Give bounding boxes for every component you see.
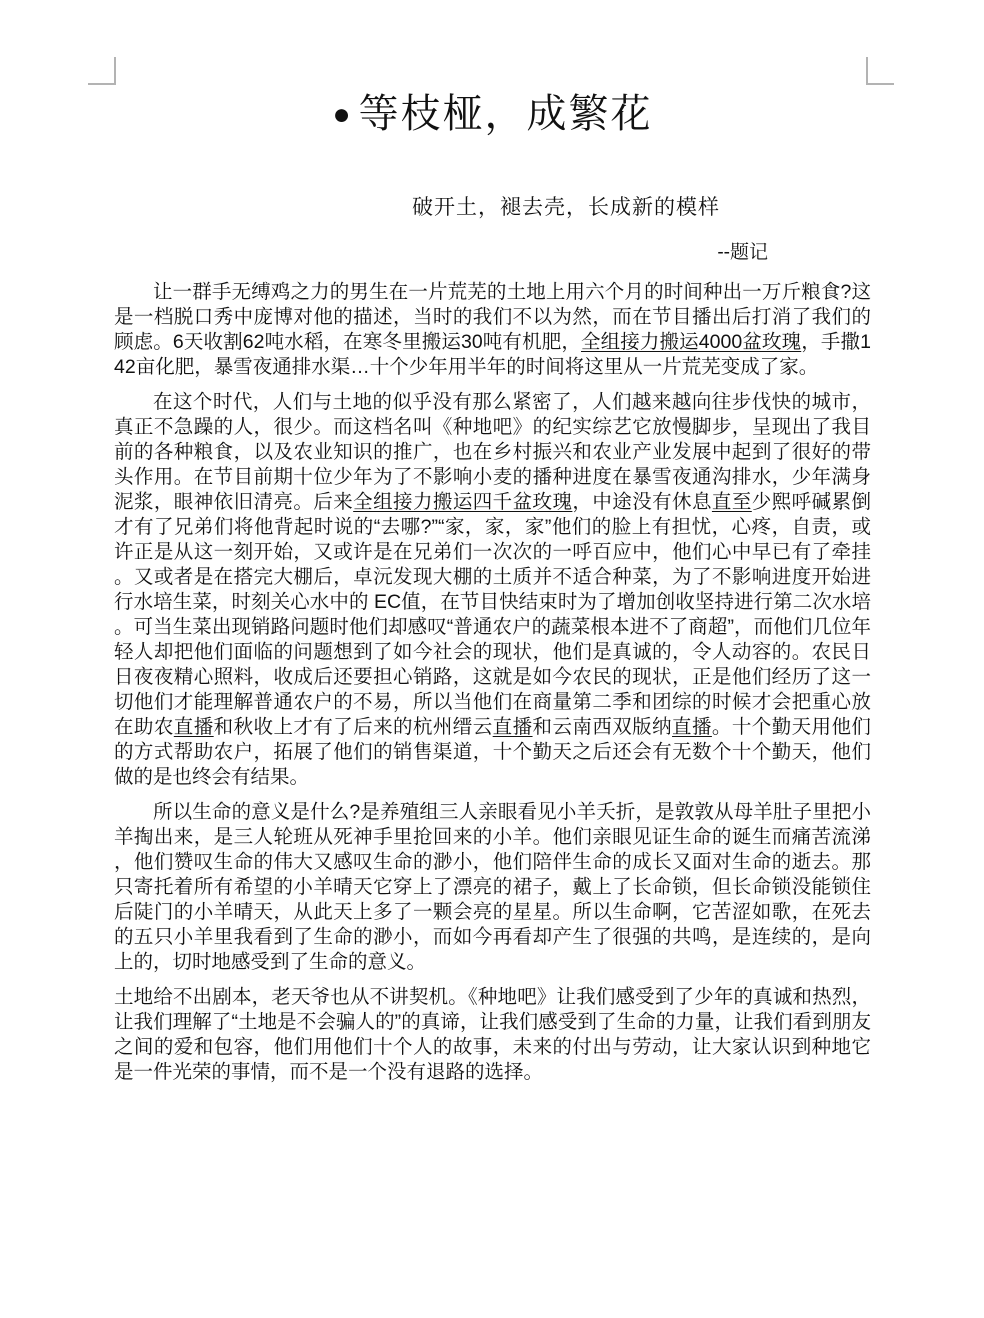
epigraph: --题记 (717, 242, 768, 263)
text-run: 在这个时代，人们与土地的似乎没有那么紧密了，人们越来越向往步伐快的城市，真正不急躁的人，很少。而这档名叫《种地吧》的纪实综艺它放慢脚步，呈现出了我目前的各种粮食，以及农业知识的推广，也在乡村振兴和农业产业发展中起到了很好的带头作用。在节目前期十位少年为了不影响小麦的播种进度在暴雪夜通沟排水，少年满身泥浆，眼神依旧清亮。后来 (114, 391, 871, 513)
title-text: 等枝桠，成繁花 (358, 92, 653, 136)
page-content (114, 0, 871, 1095)
text-run: 让一群手无缚鸡之力的男生在一片荒芜的土地上用六个月的时间种出一万斤粮食?这是一档脱口秀中庞博对他的描述，当时的我们不以为然，而在节目播出后打消了我们的顾虑。6天收割62吨水稻，在寒冬里搬运30吨有机肥， (114, 281, 871, 353)
text-run: 所以生命的意义是什么?是养殖组三人亲眼看见小羊夭折，是敦敦从母羊肚子里把小羊掏出来，是三人轮班从死神手里抢回来的小羊。他们亲眼见证生命的诞生而痛苦流涕，他们赞叹生命的伟大又感叹生命的渺小，他们陪伴生命的成长又面对生命的逝去。那只寄托着所有希望的小羊晴天它穿上了漂亮的裙子，戴上了长命锁，但长命锁没能锁住后陡门的小羊晴天，从此天上多了一颗会亮的星星。所以生命啊，它苦涩如歌，在死去的五只小羊里我看到了生命的渺小，而如今再看却产生了很强的共鸣，是连续的，是向上的，切时地感受到了生命的意义。 (114, 801, 871, 973)
underlined-text-run: 全组接力搬运4000盆玫瑰 (580, 331, 802, 353)
text-run: ，手撒142亩化肥，暴雪夜通排水渠…十个少年用半年的时间将这里从一片荒芜变成了家。 (114, 331, 871, 378)
text-run: ，中途没有休息 (572, 491, 712, 513)
underlined-text-run: 直播 (492, 716, 533, 738)
text-run: 。十个勤天用他们的方式帮助农户，拓展了他们的销售渠道，十个勤天之后还会有无数个十个勤天，他们做的是也终会有结果。 (114, 716, 871, 788)
bullet-icon: ● (332, 98, 353, 131)
underlined-text-run: 直至 (711, 491, 752, 513)
paragraph (114, 280, 871, 380)
text-run: 和云南西双版纳 (532, 716, 673, 738)
paragraph (114, 390, 871, 790)
document-title (114, 90, 871, 139)
paragraph (114, 985, 871, 1085)
margin-mark-top-left-icon (88, 57, 116, 85)
body-paragraphs (114, 280, 871, 1085)
subtitle: 破开土，褪去壳，长成新的模样 (412, 196, 720, 219)
text-run: 和秋收上才有了后来的杭州缙云 (213, 716, 493, 738)
text-run: 土地给不出剧本，老天爷也从不讲契机。《种地吧》让我们感受到了少年的真诚和热烈，让我们理解了“土地是不会骗人的”的真谛，让我们感受到了生命的力量，让我们看到朋友之间的爱和包容，他们用他们十个人的故事，未来的付出与劳动，让大家认识到种地它是一件光荣的事情，而不是一个没有退路的选择。 (114, 986, 871, 1083)
text-run: 少熙呼碱累倒才有了兄弟们将他背起时说的“去哪?”“家，家，家”他们的脸上有担忧，心疼，自责，或许正是从这一刻开始，又或许是在兄弟们一次次的一呼百应中，他们心中早已有了牵挂。又或者是在搭完大棚后，卓沅发现大棚的土质并不适合种菜，为了不影响进度开始进行水培生菜，时刻关心水中的 EC值，在节目快结束时为了增加创收坚持进行第二次水培。可当生菜出现销路问题时他们却感叹“普通农户的蔬菜根本进不了商超”，而他们几位年轻人却把他们面临的问题想到了如今社会的现状，他们是真诚的，令人动容的。农民日日夜夜精心照料，收成后还要担心销路，这就是如今农民的现状，正是他们经历了这一切他们才能理解普通农户的不易，所以当他们在商量第二季和团综的时候才会把重心放在助农 (114, 491, 871, 738)
underlined-text-run: 全组接力搬运四千盆玫瑰 (353, 491, 573, 513)
underlined-text-run: 直播 (672, 716, 712, 738)
underlined-text-run: 直播 (173, 716, 214, 738)
paragraph (114, 800, 871, 975)
